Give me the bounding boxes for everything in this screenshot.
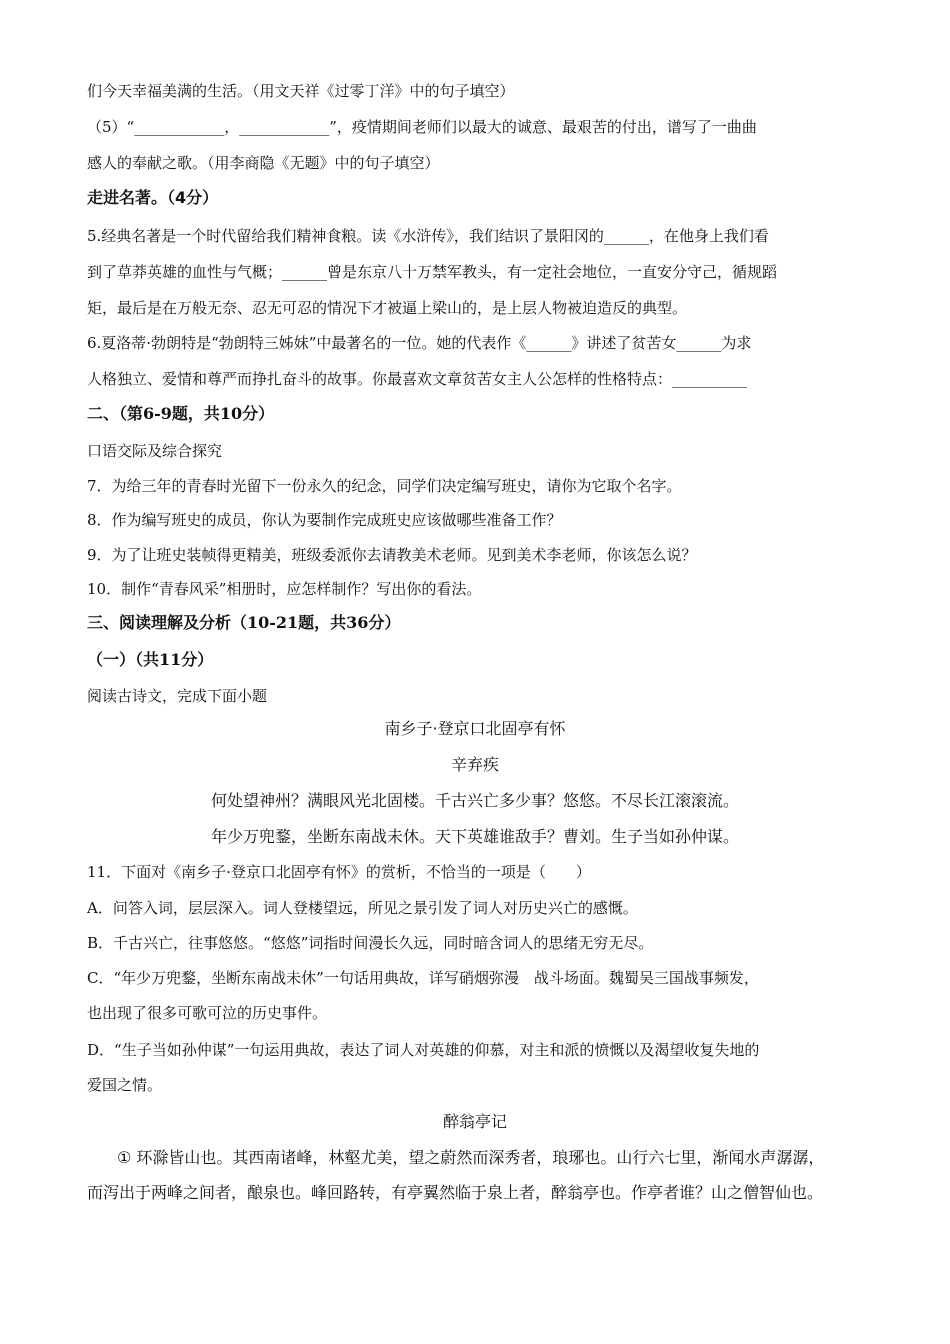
fill-blank-question-5: （5）“____________，____________”，疫情期间老师们以最大的诚意、最艰苦的付出，谱写了一曲曲	[87, 118, 757, 136]
subsection-title: 口语交际及综合探究	[87, 442, 223, 460]
text-line: 爱国之情。	[87, 1076, 163, 1094]
section-heading: 三、阅读理解及分析（10-21题，共36分）	[87, 613, 401, 632]
question-8: 8．作为编写班史的成员，你认为要制作完成班史应该做哪些准备工作？	[87, 511, 562, 529]
poem-author: 辛弃疾	[450, 755, 499, 774]
option-c: C．“年少万兜鍪，坐断东南战未休”一句话用典故，详写硝烟弥漫 战斗场面。魏蜀吴三国战事频发，	[87, 969, 759, 987]
text-line: 感人的奉献之歌。（用李商隐《无题》中的句子填空）	[87, 154, 440, 172]
prose-line: 而泻出于两峰之间者，酿泉也。峰回路转，有亭翼然临于泉上者，醉翁亭也。作亭者谁？山之僧智仙也。	[87, 1183, 824, 1202]
text-line: 们今天幸福美满的生活。（用文天祥《过零丁洋》中的句子填空）	[87, 82, 515, 100]
question-9: 9．为了让班史装帧得更精美，班级委派你去请教美术老师。见到美术李老师，你该怎么说？	[87, 546, 697, 564]
option-d: D．“生子当如孙仲谋”一句运用典故，表达了词人对英雄的仰慕，对主和派的愤慨以及渴望收复失地的	[87, 1041, 760, 1059]
question-7: 7．为给三年的青春时光留下一份永久的纪念，同学们决定编写班史，请你为它取个名字。	[87, 477, 682, 495]
instruction: 阅读古诗文，完成下面小题	[87, 687, 268, 705]
text-line: 到了草莽英雄的血性与气概；______曾是东京八十万禁军教头，有一定社会地位，一直安分守己，循规蹈	[87, 263, 778, 281]
poem-line: 年少万兜鍪，坐断东南战未休。天下英雄谁敌手？曹刘。生子当如孙仲谋。	[210, 827, 739, 846]
prose-title: 醉翁亭记	[442, 1112, 507, 1131]
section-heading: 走进名著。（4分）	[87, 188, 219, 207]
text-line: 矩，最后是在万般无奈、忍无可忍的情况下才被逼上梁山的，是上层人物被迫造反的典型。	[87, 299, 688, 317]
prose-paragraph: ① 环滁皆山也。其西南诸峰，林壑尤美，望之蔚然而深秀者，琅琊也。山行六七里，渐闻水声潺潺，	[117, 1148, 825, 1167]
poem-title: 南乡子·登京口北固亭有怀	[384, 719, 566, 738]
text-line: 也出现了很多可歌可泣的历史事件。	[87, 1004, 328, 1022]
subsection-heading: （一）（共11分）	[87, 650, 214, 669]
poem-line: 何处望神州？满眼风光北固楼。千古兴亡多少事？悠悠。不尽长江滚滚流。	[210, 791, 739, 810]
question-6: 6.夏洛蒂·勃朗特是“勃朗特三姊妹”中最著名的一位。她的代表作《______》讲述了贫苦女______为求	[87, 334, 752, 352]
option-a: A．问答入词，层层深入。词人登楼望远，所见之景引发了词人对历史兴亡的感慨。	[87, 899, 638, 917]
section-heading: 二、（第6-9题，共10分）	[87, 404, 275, 423]
text-line: 人格独立、爱情和尊严而挣扎奋斗的故事。你最喜欢文章贫苦女主人公怎样的性格特点：__________	[87, 370, 748, 388]
question-11: 11．下面对《南乡子·登京口北固亭有怀》的赏析，不恰当的一项是（ ）	[87, 863, 591, 881]
option-b: B．千古兴亡，往事悠悠。“悠悠”词指时间漫长久远，同时暗含词人的思绪无穷无尽。	[87, 934, 654, 952]
question-5: 5.经典名著是一个时代留给我们精神食粮。读《水浒传》，我们结识了景阳冈的______，在他身上我们看	[87, 227, 769, 245]
question-10: 10．制作“青春风采”相册时，应怎样制作？写出你的看法。	[87, 580, 482, 598]
